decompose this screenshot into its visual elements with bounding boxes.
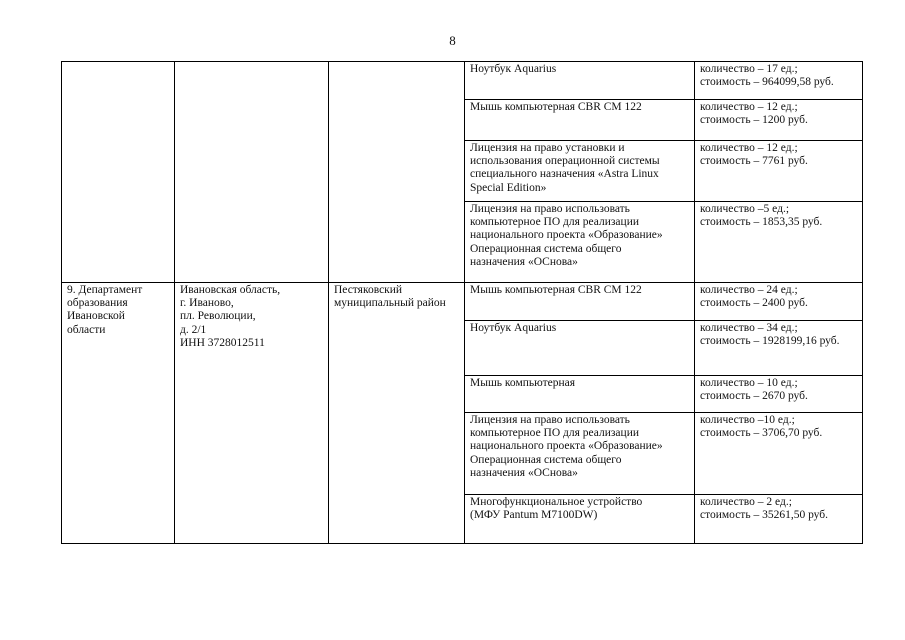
quantity-cost-cell: количество –5 ед.; стоимость – 1853,35 руб. bbox=[695, 202, 863, 283]
item-cell: Лицензия на право использовать компьютерное ПО для реализации национального проекта «Образование» Операционная система общего назначения «ОСнова» bbox=[465, 413, 695, 495]
address-cell-empty bbox=[175, 62, 329, 283]
quantity-cost-cell: количество – 17 ед.; стоимость – 964099,58 руб. bbox=[695, 62, 863, 100]
item-cell: Многофункциональное устройство (МФУ Pantum M7100DW) bbox=[465, 495, 695, 544]
table-row bbox=[62, 62, 863, 100]
item-cell: Мышь компьютерная CBR CM 122 bbox=[465, 100, 695, 141]
quantity-cost-cell: количество –10 ед.; стоимость – 3706,70 руб. bbox=[695, 413, 863, 495]
quantity-cost-cell: количество – 2 ед.; стоимость – 35261,50 руб. bbox=[695, 495, 863, 544]
item-cell: Мышь компьютерная CBR CM 122 bbox=[465, 283, 695, 321]
equipment-distribution-table bbox=[61, 61, 863, 544]
organization-cell-empty bbox=[62, 62, 175, 283]
district-cell-empty bbox=[329, 62, 465, 283]
organization-cell: 9. Департамент образования Ивановской области bbox=[62, 283, 175, 544]
quantity-cost-cell: количество – 12 ед.; стоимость – 1200 руб. bbox=[695, 100, 863, 141]
item-cell: Ноутбук Aquarius bbox=[465, 321, 695, 376]
quantity-cost-cell: количество – 24 ед.; стоимость – 2400 руб. bbox=[695, 283, 863, 321]
quantity-cost-cell: количество – 10 ед.; стоимость – 2670 руб. bbox=[695, 376, 863, 413]
quantity-cost-cell: количество – 34 ед.; стоимость – 1928199,16 руб. bbox=[695, 321, 863, 376]
address-cell: Ивановская область, г. Иваново, пл. Революции, д. 2/1 ИНН 3728012511 bbox=[175, 283, 329, 544]
item-cell: Мышь компьютерная bbox=[465, 376, 695, 413]
page-number: 8 bbox=[449, 33, 456, 48]
item-cell: Лицензия на право использовать компьютерное ПО для реализации национального проекта «Образование» Операционная система общего назначения «ОСнова» bbox=[465, 202, 695, 283]
table-row bbox=[62, 283, 863, 321]
item-cell: Ноутбук Aquarius bbox=[465, 62, 695, 100]
district-cell: Пестяковский муниципальный район bbox=[329, 283, 465, 544]
quantity-cost-cell: количество – 12 ед.; стоимость – 7761 руб. bbox=[695, 141, 863, 202]
item-cell: Лицензия на право установки и использования операционной системы специального назначения «Astra Linux Special Edition» bbox=[465, 141, 695, 202]
